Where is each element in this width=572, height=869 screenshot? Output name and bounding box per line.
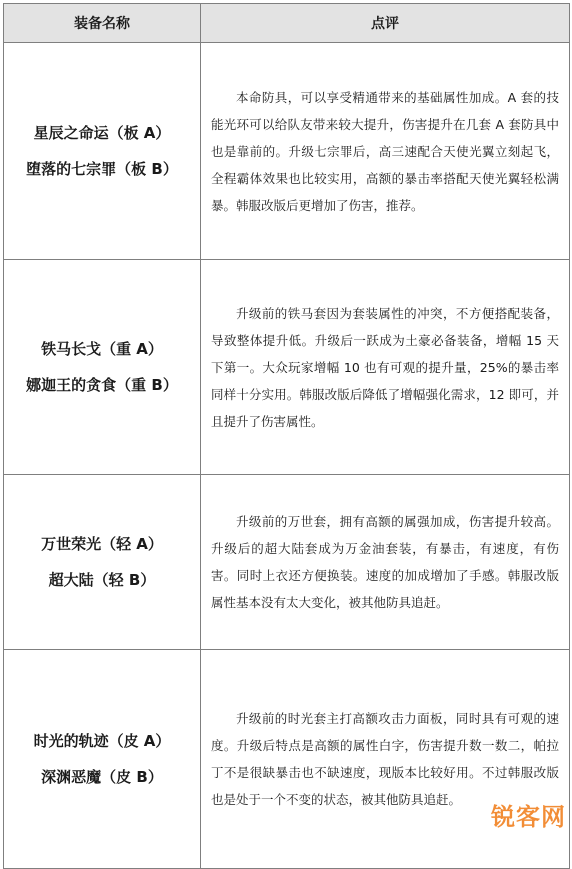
review-text: 本命防具，可以享受精通带来的基础属性加成。A 套的技能光环可以给队友带来较大提升，伤害提升在几套 A 套防具中也是靠前的。升级七宗罪后，高三速配合天使光翼立刻起飞，全程霸体效果也比较实用，高额的暴击率搭配天使光翼轻松满暴。韩服改版后更增加了伤害，推荐。 — [211, 89, 559, 213]
table-row — [4, 650, 570, 869]
equipment-name-b: 超大陆（轻 B） — [48, 571, 156, 589]
equipment-name-a: 时光的轨迹（皮 A） — [33, 732, 171, 750]
equipment-name-b: 堕落的七宗罪（板 B） — [26, 160, 178, 178]
equipment-name-a: 万世荣光（轻 A） — [41, 535, 163, 553]
equipment-name-cell — [4, 260, 201, 475]
page — [3, 3, 569, 869]
site-watermark-logo: 锐客网 — [491, 803, 566, 831]
equipment-name-a: 铁马长戈（重 A） — [41, 340, 163, 358]
review-text: 升级前的铁马套因为套装属性的冲突，不方便搭配装备，导致整体提升低。升级后一跃成为土豪必备装备，增幅 15 天下第一。大众玩家增幅 10 也有可观的提升量，25%的暴击率同样十分实用。韩服改版后降低了增幅强化需求，12 即可，并且提升了伤害属性。 — [211, 305, 559, 429]
review-text: 升级前的万世套，拥有高额的属强加成，伤害提升较高。升级后的超大陆套成为万金油套装，有暴击，有速度，有伤害。同时上衣还方便换装。速度的加成增加了手感。韩服改版属性基本没有太大变化，被其他防具追赶。 — [211, 514, 559, 610]
review-cell — [201, 650, 570, 869]
review-cell — [201, 260, 570, 475]
equipment-name-b: 深渊恶魔（皮 B） — [41, 768, 163, 786]
table-row — [4, 43, 570, 260]
table-row — [4, 475, 570, 650]
review-cell — [201, 43, 570, 260]
table-row — [4, 260, 570, 475]
equipment-name-a: 星辰之命运（板 A） — [33, 124, 171, 142]
table-header-row — [4, 4, 570, 43]
equipment-name-cell — [4, 43, 201, 260]
review-cell — [201, 475, 570, 650]
header-equipment-name: 装备名称 — [4, 4, 201, 43]
equipment-name-cell — [4, 475, 201, 650]
equipment-name-cell — [4, 650, 201, 869]
header-review: 点评 — [201, 4, 570, 43]
review-text: 升级前的时光套主打高额攻击力面板，同时具有可观的速度。升级后特点是高额的属性白字，伤害提升数一数二，帕拉丁不是很缺暴击也不缺速度，现版本比较好用。不过韩服改版也是处于一个不变的状态，被其他防具追赶。 — [211, 711, 559, 807]
equipment-review-table — [3, 3, 570, 869]
equipment-name-b: 娜迦王的贪食（重 B） — [26, 376, 178, 394]
